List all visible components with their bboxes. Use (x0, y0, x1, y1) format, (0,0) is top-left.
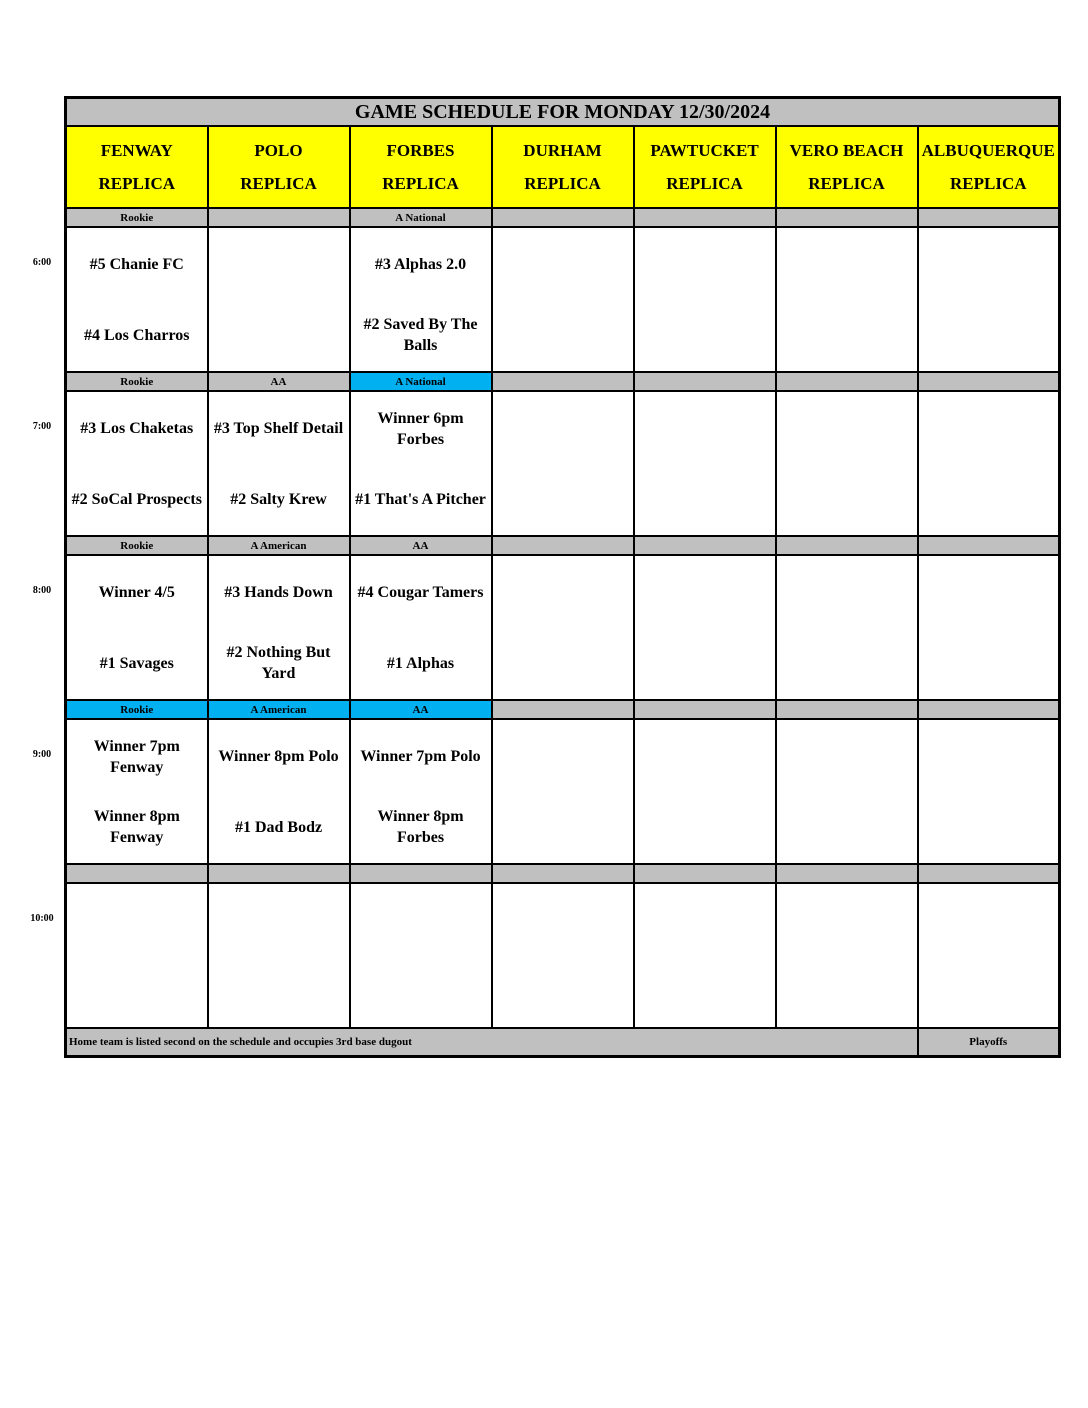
away-team (777, 721, 917, 792)
field-name: VERO BEACH (789, 141, 904, 160)
game-cell (350, 555, 492, 700)
game-cell (350, 719, 492, 864)
away-team (635, 229, 775, 300)
away-team (493, 229, 633, 300)
home-team (351, 956, 491, 1026)
game-cell (208, 391, 350, 536)
game-cell (492, 555, 634, 700)
division-label: Rookie (66, 208, 208, 227)
home-team (919, 792, 1059, 862)
field-subtitle: REPLICA (666, 174, 743, 193)
field-header-polo (208, 126, 350, 208)
game-cell (208, 555, 350, 700)
away-team: Winner 6pm Forbes (377, 409, 464, 448)
home-team (919, 956, 1059, 1026)
field-subtitle: REPLICA (524, 174, 601, 193)
away-team: #5 Chanie FC (89, 256, 184, 273)
away-team: #3 Alphas 2.0 (374, 256, 467, 273)
home-team: #2 Saved By The Balls (363, 316, 478, 354)
away-team (777, 393, 917, 464)
away-team (635, 721, 775, 792)
footer-row (66, 1028, 1060, 1057)
home-team (635, 628, 775, 698)
home-team: #1 Alphas (386, 654, 455, 672)
game-cell (208, 719, 350, 864)
home-team (209, 956, 349, 1026)
division-label: Rookie (66, 536, 208, 555)
division-label (776, 536, 918, 555)
division-label (208, 864, 350, 883)
division-label (918, 700, 1060, 719)
division-label: AA (350, 536, 492, 555)
home-team: Winner 8pm Forbes (377, 808, 464, 846)
away-team (919, 229, 1059, 300)
division-label (918, 208, 1060, 227)
schedule-table (64, 96, 1061, 1058)
division-row (66, 536, 1060, 555)
division-label (492, 536, 634, 555)
home-team (635, 464, 775, 534)
game-row (66, 555, 1060, 700)
division-label (776, 700, 918, 719)
home-team: #1 That's A Pitcher (355, 490, 486, 508)
time-label: 9:00 (32, 749, 52, 760)
division-label-playoff: AA (350, 700, 492, 719)
home-team: #1 Dad Bodz (234, 818, 323, 836)
away-team (209, 885, 349, 956)
game-cell (208, 883, 350, 1028)
game-cell (918, 227, 1060, 372)
field-header-row (66, 126, 1060, 208)
field-subtitle: REPLICA (240, 174, 317, 193)
time-label: 7:00 (32, 421, 52, 432)
away-team: Winner 7pm Fenway (93, 737, 180, 776)
division-label (350, 864, 492, 883)
home-team (777, 464, 917, 534)
home-team (493, 792, 633, 862)
field-name: ALBUQUERQUE (921, 141, 1055, 160)
game-cell (350, 883, 492, 1028)
division-label: A American (208, 536, 350, 555)
playoffs-legend: Playoffs (918, 1028, 1060, 1057)
away-team (635, 557, 775, 628)
field-subtitle: REPLICA (382, 174, 459, 193)
away-team (493, 721, 633, 792)
away-team (919, 393, 1059, 464)
away-team (493, 393, 633, 464)
division-row (66, 208, 1060, 227)
away-team (919, 721, 1059, 792)
division-label (776, 372, 918, 391)
game-row (66, 391, 1060, 536)
away-team (635, 393, 775, 464)
field-subtitle: REPLICA (808, 174, 885, 193)
home-team (777, 956, 917, 1026)
field-header-forbes (350, 126, 492, 208)
away-team: Winner 4/5 (98, 584, 175, 601)
game-cell (776, 391, 918, 536)
division-label (66, 864, 208, 883)
home-team (777, 792, 917, 862)
field-name: POLO (254, 141, 303, 160)
game-cell (208, 227, 350, 372)
home-team (777, 628, 917, 698)
away-team (919, 557, 1059, 628)
division-label (918, 536, 1060, 555)
division-row (66, 700, 1060, 719)
home-team (635, 300, 775, 370)
away-team: #3 Top Shelf Detail (213, 420, 344, 437)
division-label-playoff: A American (208, 700, 350, 719)
home-team: #1 Savages (99, 654, 174, 672)
field-name: DURHAM (523, 141, 602, 160)
field-header-fenway (66, 126, 208, 208)
game-cell (634, 555, 776, 700)
game-cell (918, 391, 1060, 536)
division-row (66, 372, 1060, 391)
division-label (776, 208, 918, 227)
game-cell (918, 719, 1060, 864)
home-team (635, 792, 775, 862)
game-cell (918, 555, 1060, 700)
division-row (66, 864, 1060, 883)
away-team: Winner 8pm Polo (218, 748, 339, 765)
game-cell (776, 719, 918, 864)
game-cell (66, 391, 208, 536)
division-label-playoff: A National (350, 372, 492, 391)
game-cell (634, 883, 776, 1028)
field-subtitle: REPLICA (949, 174, 1027, 193)
division-label (492, 864, 634, 883)
time-label: 8:00 (32, 585, 52, 596)
away-team: Winner 7pm Polo (360, 748, 481, 765)
field-header-vero-beach (776, 126, 918, 208)
title-row (66, 98, 1060, 127)
footer-note: Home team is listed second on the schedule and occupies 3rd base dugout (66, 1028, 918, 1057)
division-label (492, 208, 634, 227)
game-cell (634, 391, 776, 536)
home-team: Winner 8pm Fenway (93, 808, 180, 846)
division-label (918, 864, 1060, 883)
home-team: #2 Salty Krew (230, 490, 327, 508)
division-label (634, 700, 776, 719)
field-header-albuquerque (918, 126, 1060, 208)
away-team (919, 885, 1059, 956)
division-label (492, 372, 634, 391)
time-label: 10:00 (30, 913, 54, 924)
time-label: 6:00 (32, 257, 52, 268)
division-label (634, 864, 776, 883)
game-cell (350, 391, 492, 536)
division-label (634, 372, 776, 391)
division-label: AA (208, 372, 350, 391)
game-cell (776, 555, 918, 700)
home-team: #2 Nothing But Yard (226, 644, 331, 682)
home-team (919, 464, 1059, 534)
away-team (493, 557, 633, 628)
game-cell (66, 883, 208, 1028)
away-team (493, 885, 633, 956)
field-header-pawtucket (634, 126, 776, 208)
home-team (919, 300, 1059, 370)
game-cell (492, 883, 634, 1028)
game-cell (776, 883, 918, 1028)
game-cell (492, 227, 634, 372)
away-team (351, 885, 491, 956)
schedule-title: GAME SCHEDULE FOR MONDAY 12/30/2024 (66, 98, 1060, 127)
game-cell (492, 719, 634, 864)
game-cell (66, 555, 208, 700)
game-cell (918, 883, 1060, 1028)
away-team (777, 885, 917, 956)
away-team (635, 885, 775, 956)
away-team (777, 557, 917, 628)
home-team: #4 Los Charros (84, 326, 190, 344)
game-row (66, 719, 1060, 864)
home-team (493, 464, 633, 534)
game-cell (66, 719, 208, 864)
home-team (67, 956, 207, 1026)
home-team (493, 300, 633, 370)
home-team (209, 300, 349, 370)
home-team (635, 956, 775, 1026)
field-name: PAWTUCKET (650, 141, 759, 160)
field-name: FORBES (386, 141, 455, 160)
home-team (777, 300, 917, 370)
home-team (919, 628, 1059, 698)
division-label (492, 700, 634, 719)
game-cell (634, 719, 776, 864)
division-label: A National (350, 208, 492, 227)
away-team (209, 229, 349, 300)
game-cell (350, 227, 492, 372)
away-team: #3 Hands Down (224, 584, 333, 601)
home-team (493, 956, 633, 1026)
game-row (66, 883, 1060, 1028)
away-team (67, 885, 207, 956)
game-cell (492, 391, 634, 536)
game-row (66, 227, 1060, 372)
game-cell (634, 227, 776, 372)
field-header-durham (492, 126, 634, 208)
division-label (776, 864, 918, 883)
home-team (493, 628, 633, 698)
home-team: #2 SoCal Prospects (71, 490, 202, 508)
away-team: #4 Cougar Tamers (357, 584, 484, 601)
division-label (634, 208, 776, 227)
division-label (208, 208, 350, 227)
away-team: #3 Los Chaketas (80, 420, 194, 437)
division-label (918, 372, 1060, 391)
division-label: Rookie (66, 372, 208, 391)
away-team (777, 229, 917, 300)
division-label (634, 536, 776, 555)
game-cell (776, 227, 918, 372)
game-cell (66, 227, 208, 372)
division-label-playoff: Rookie (66, 700, 208, 719)
field-name: FENWAY (100, 141, 173, 160)
field-subtitle: REPLICA (98, 174, 175, 193)
